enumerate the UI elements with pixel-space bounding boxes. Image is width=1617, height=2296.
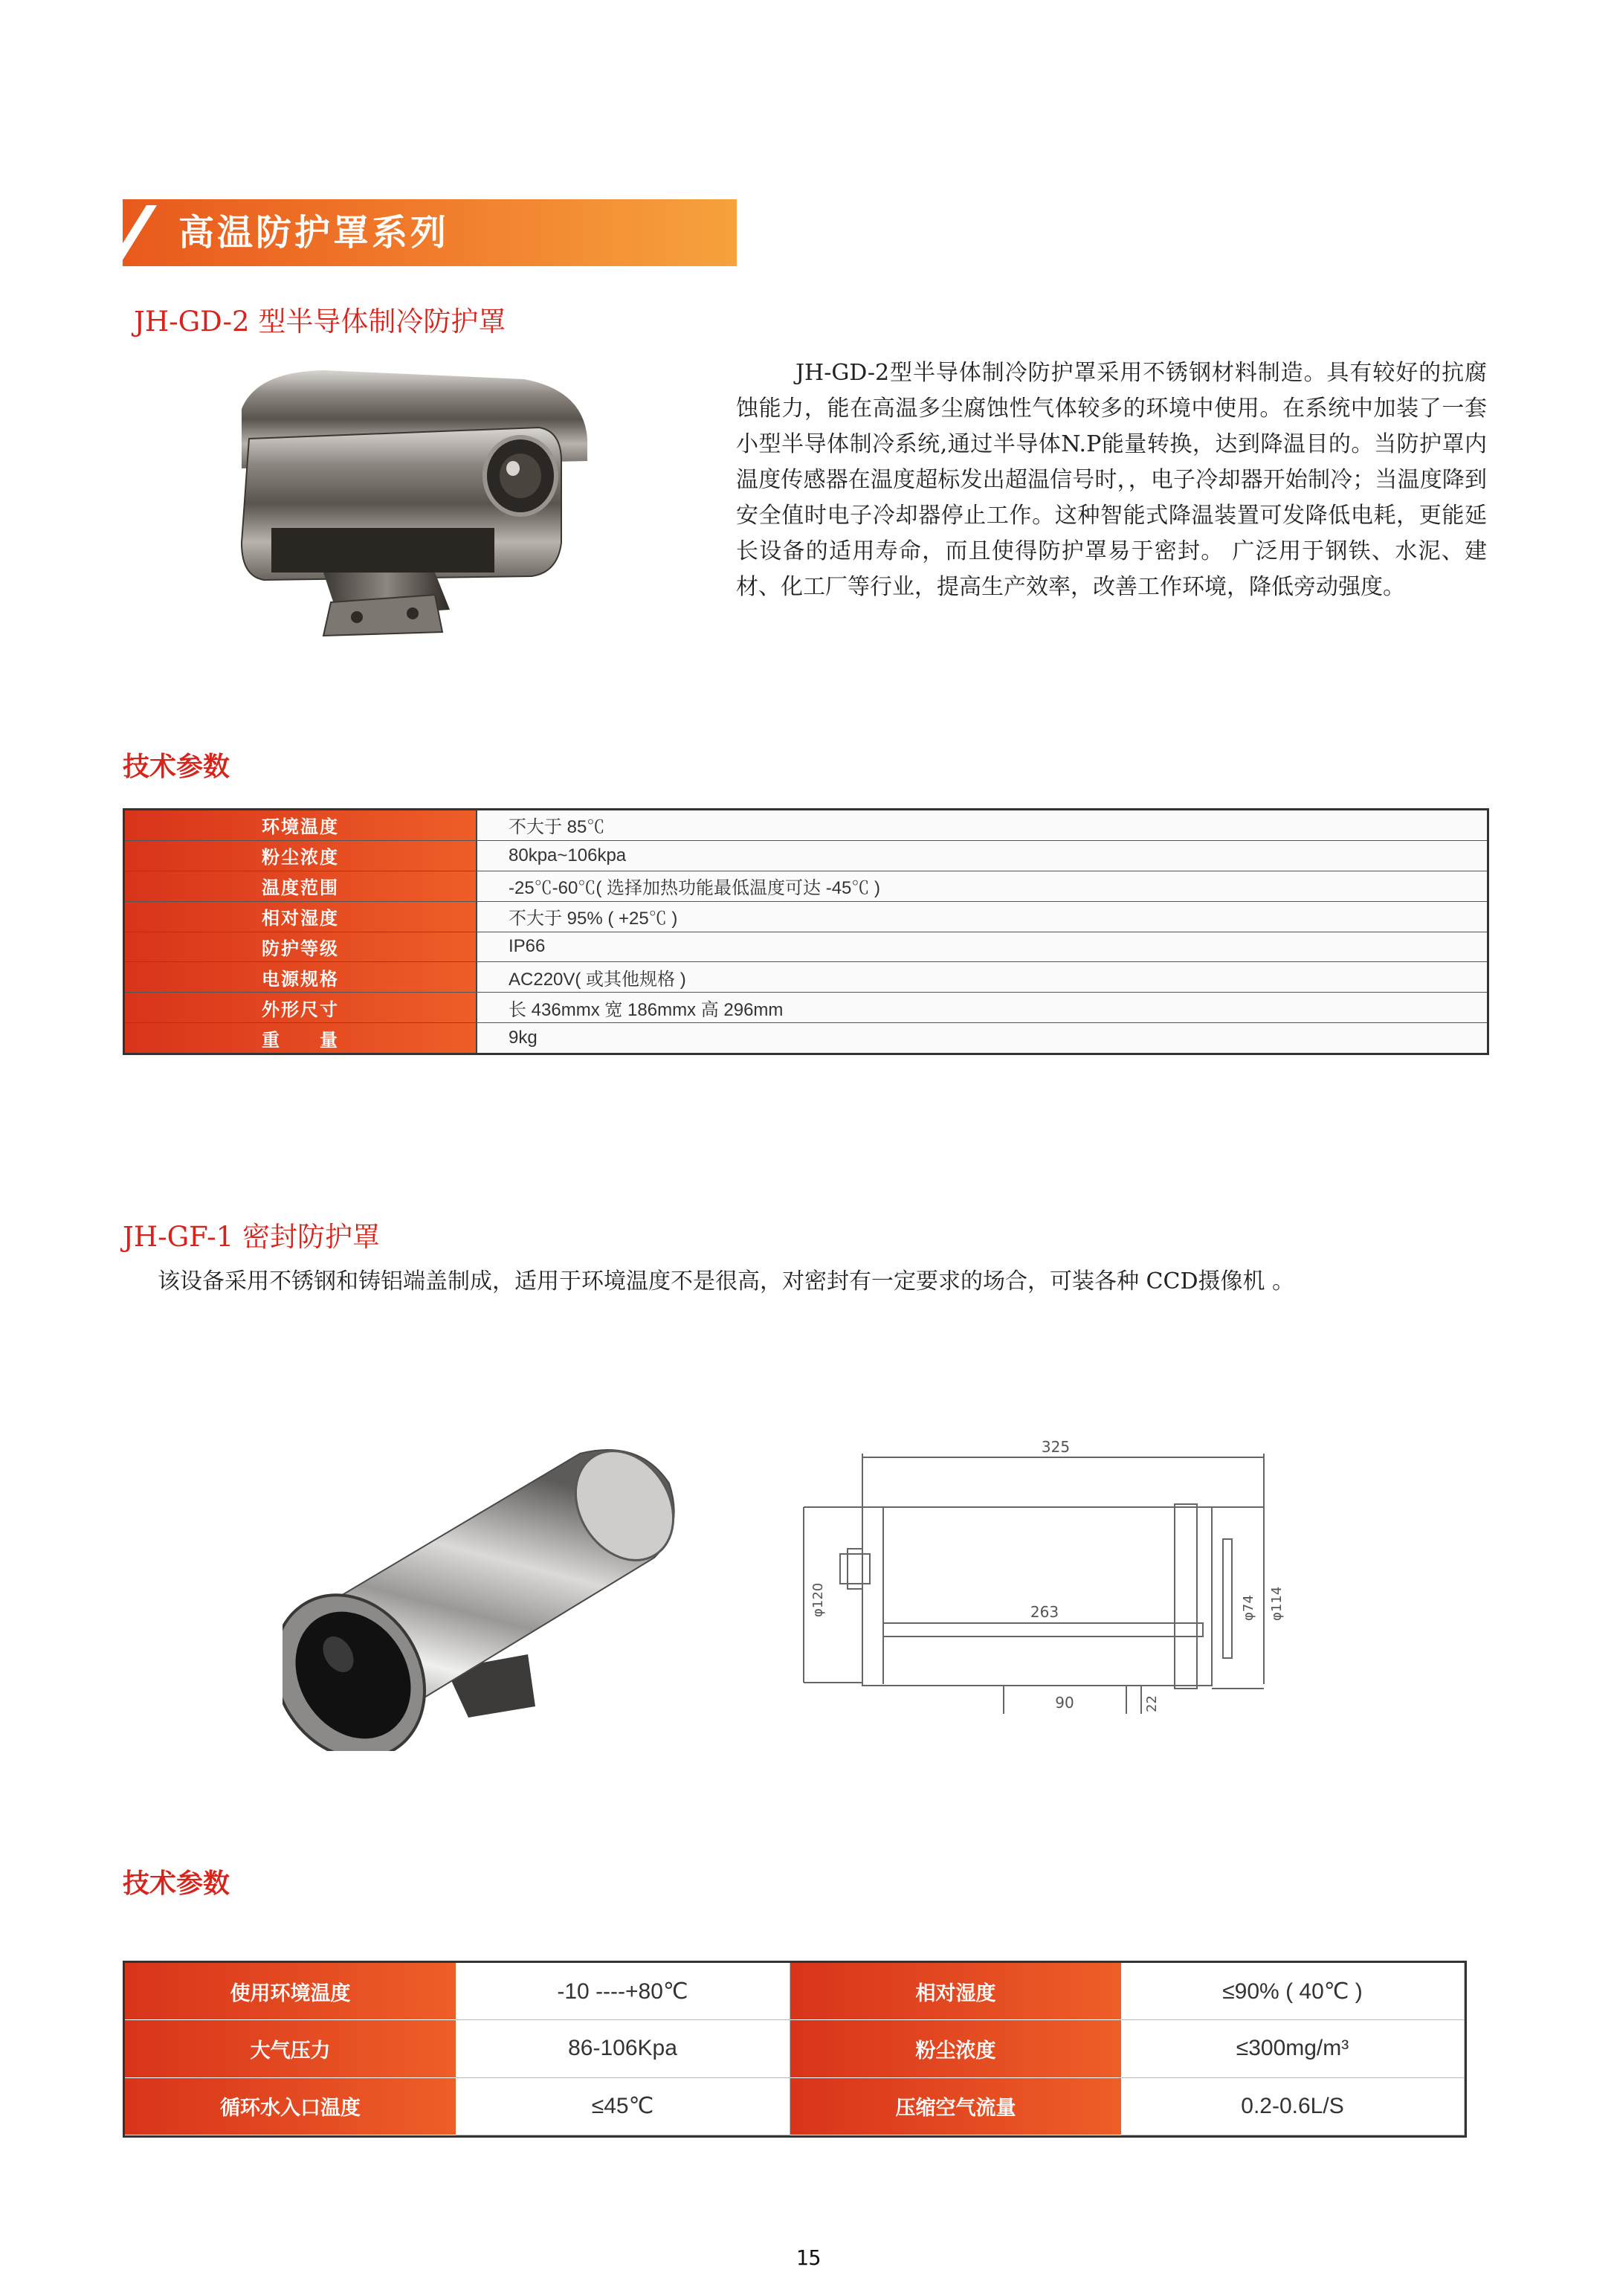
param-label: 粉尘浓度 (790, 2020, 1121, 2077)
page-number: 15 (795, 2245, 822, 2270)
param-label: 相对湿度 (790, 1963, 1121, 2020)
dim-inner: 263 (1030, 1603, 1059, 1621)
dim-dia-outer: φ120 (810, 1582, 826, 1617)
param-value: 不大于 95% ( +25℃ ) (477, 902, 1487, 932)
dim-length: 325 (1041, 1439, 1071, 1456)
product1-photo (212, 357, 598, 639)
product1-params-table (123, 808, 1489, 1055)
table-row (125, 993, 1487, 1023)
product2-photo (283, 1431, 699, 1751)
param-label: 循环水入口温度 (125, 2078, 456, 2135)
param-value: AC220V( 或其他规格 ) (477, 962, 1487, 992)
table-row (125, 962, 1487, 993)
param-value: -10 ----+80℃ (456, 1963, 790, 2020)
param-value: IP66 (477, 932, 1487, 962)
param-label: 压缩空气流量 (790, 2078, 1121, 2135)
product2-description: 该设备采用不锈钢和铸铝端盖制成，适用于环境温度不是很高，对密封有一定要求的场合，可装各种 CCD摄像机 。 (158, 1268, 1295, 1294)
param-value: 80kpa~106kpa (477, 841, 1487, 871)
param-value: 0.2-0.6L/S (1121, 2078, 1465, 2135)
param-value: -25℃-60℃( 选择加热功能最低温度可达 -45℃ ) (477, 871, 1487, 901)
param-label: 温度范围 (125, 871, 477, 901)
param-label: 相对湿度 (125, 902, 477, 932)
param-value: 长 436mmx 宽 186mmx 高 296mm (477, 993, 1487, 1022)
product1-params-title: 技术参数 (123, 752, 230, 782)
param-label: 电源规格 (125, 962, 477, 992)
param-label: 防护等级 (125, 932, 477, 962)
product1-title: JH-GD-2 型半导体制冷防护罩 (134, 306, 506, 338)
product2-title: JH-GF-1 密封防护罩 (123, 1221, 380, 1253)
dim-dia-114: φ114 (1269, 1586, 1285, 1621)
param-label: 使用环境温度 (125, 1963, 456, 2020)
param-value: ≤300mg/m³ (1121, 2020, 1465, 2077)
param-label: 重 量 (125, 1023, 477, 1053)
table-row (125, 932, 1487, 963)
param-label: 外形尺寸 (125, 993, 477, 1022)
table-row (125, 1023, 1487, 1053)
param-value: ≤45℃ (456, 2078, 790, 2135)
product2-drawing (803, 1439, 1338, 1714)
dim-height: 22 (1144, 1695, 1160, 1712)
dim-dia-74: φ74 (1241, 1595, 1256, 1621)
product2-params-title: 技术参数 (123, 1868, 230, 1899)
param-value: 不大于 85℃ (477, 810, 1487, 840)
table-row (125, 810, 1487, 841)
param-value: 86-106Kpa (456, 2020, 790, 2077)
param-label: 粉尘浓度 (125, 841, 477, 871)
param-label: 环境温度 (125, 810, 477, 840)
param-value: 9kg (477, 1023, 1487, 1053)
param-value: ≤90% ( 40℃ ) (1121, 1963, 1465, 2020)
product2-params-table (123, 1961, 1467, 2138)
dim-base: 90 (1055, 1694, 1074, 1712)
table-row (125, 871, 1487, 902)
param-label: 大气压力 (125, 2020, 456, 2077)
table-row (125, 841, 1487, 871)
table-row (125, 902, 1487, 932)
series-title: 高温防护罩系列 (178, 212, 450, 254)
product1-description: JH-GD-2型半导体制冷防护罩采用不锈钢材料制造。具有较好的抗腐蚀能力，能在高温多尘腐蚀性气体较多的环境中使用。在系统中加装了一套小型半导体制冷系统,通过半导体N.P能量转换，达到降温目的。当防护罩内温度传感器在温度超标发出超温信号时，，电子冷却器开始制冷；当温度降到安全值时电子冷却器停止工作。这种智能式降温装置可发降低电耗，更能延长设备的适用寿命，而且使得防护罩易于密封。 广泛用于钢铁、水泥、建材、化工厂等行业，提高生产效率，改善工作环境，降低旁动强度。 (736, 360, 1487, 600)
